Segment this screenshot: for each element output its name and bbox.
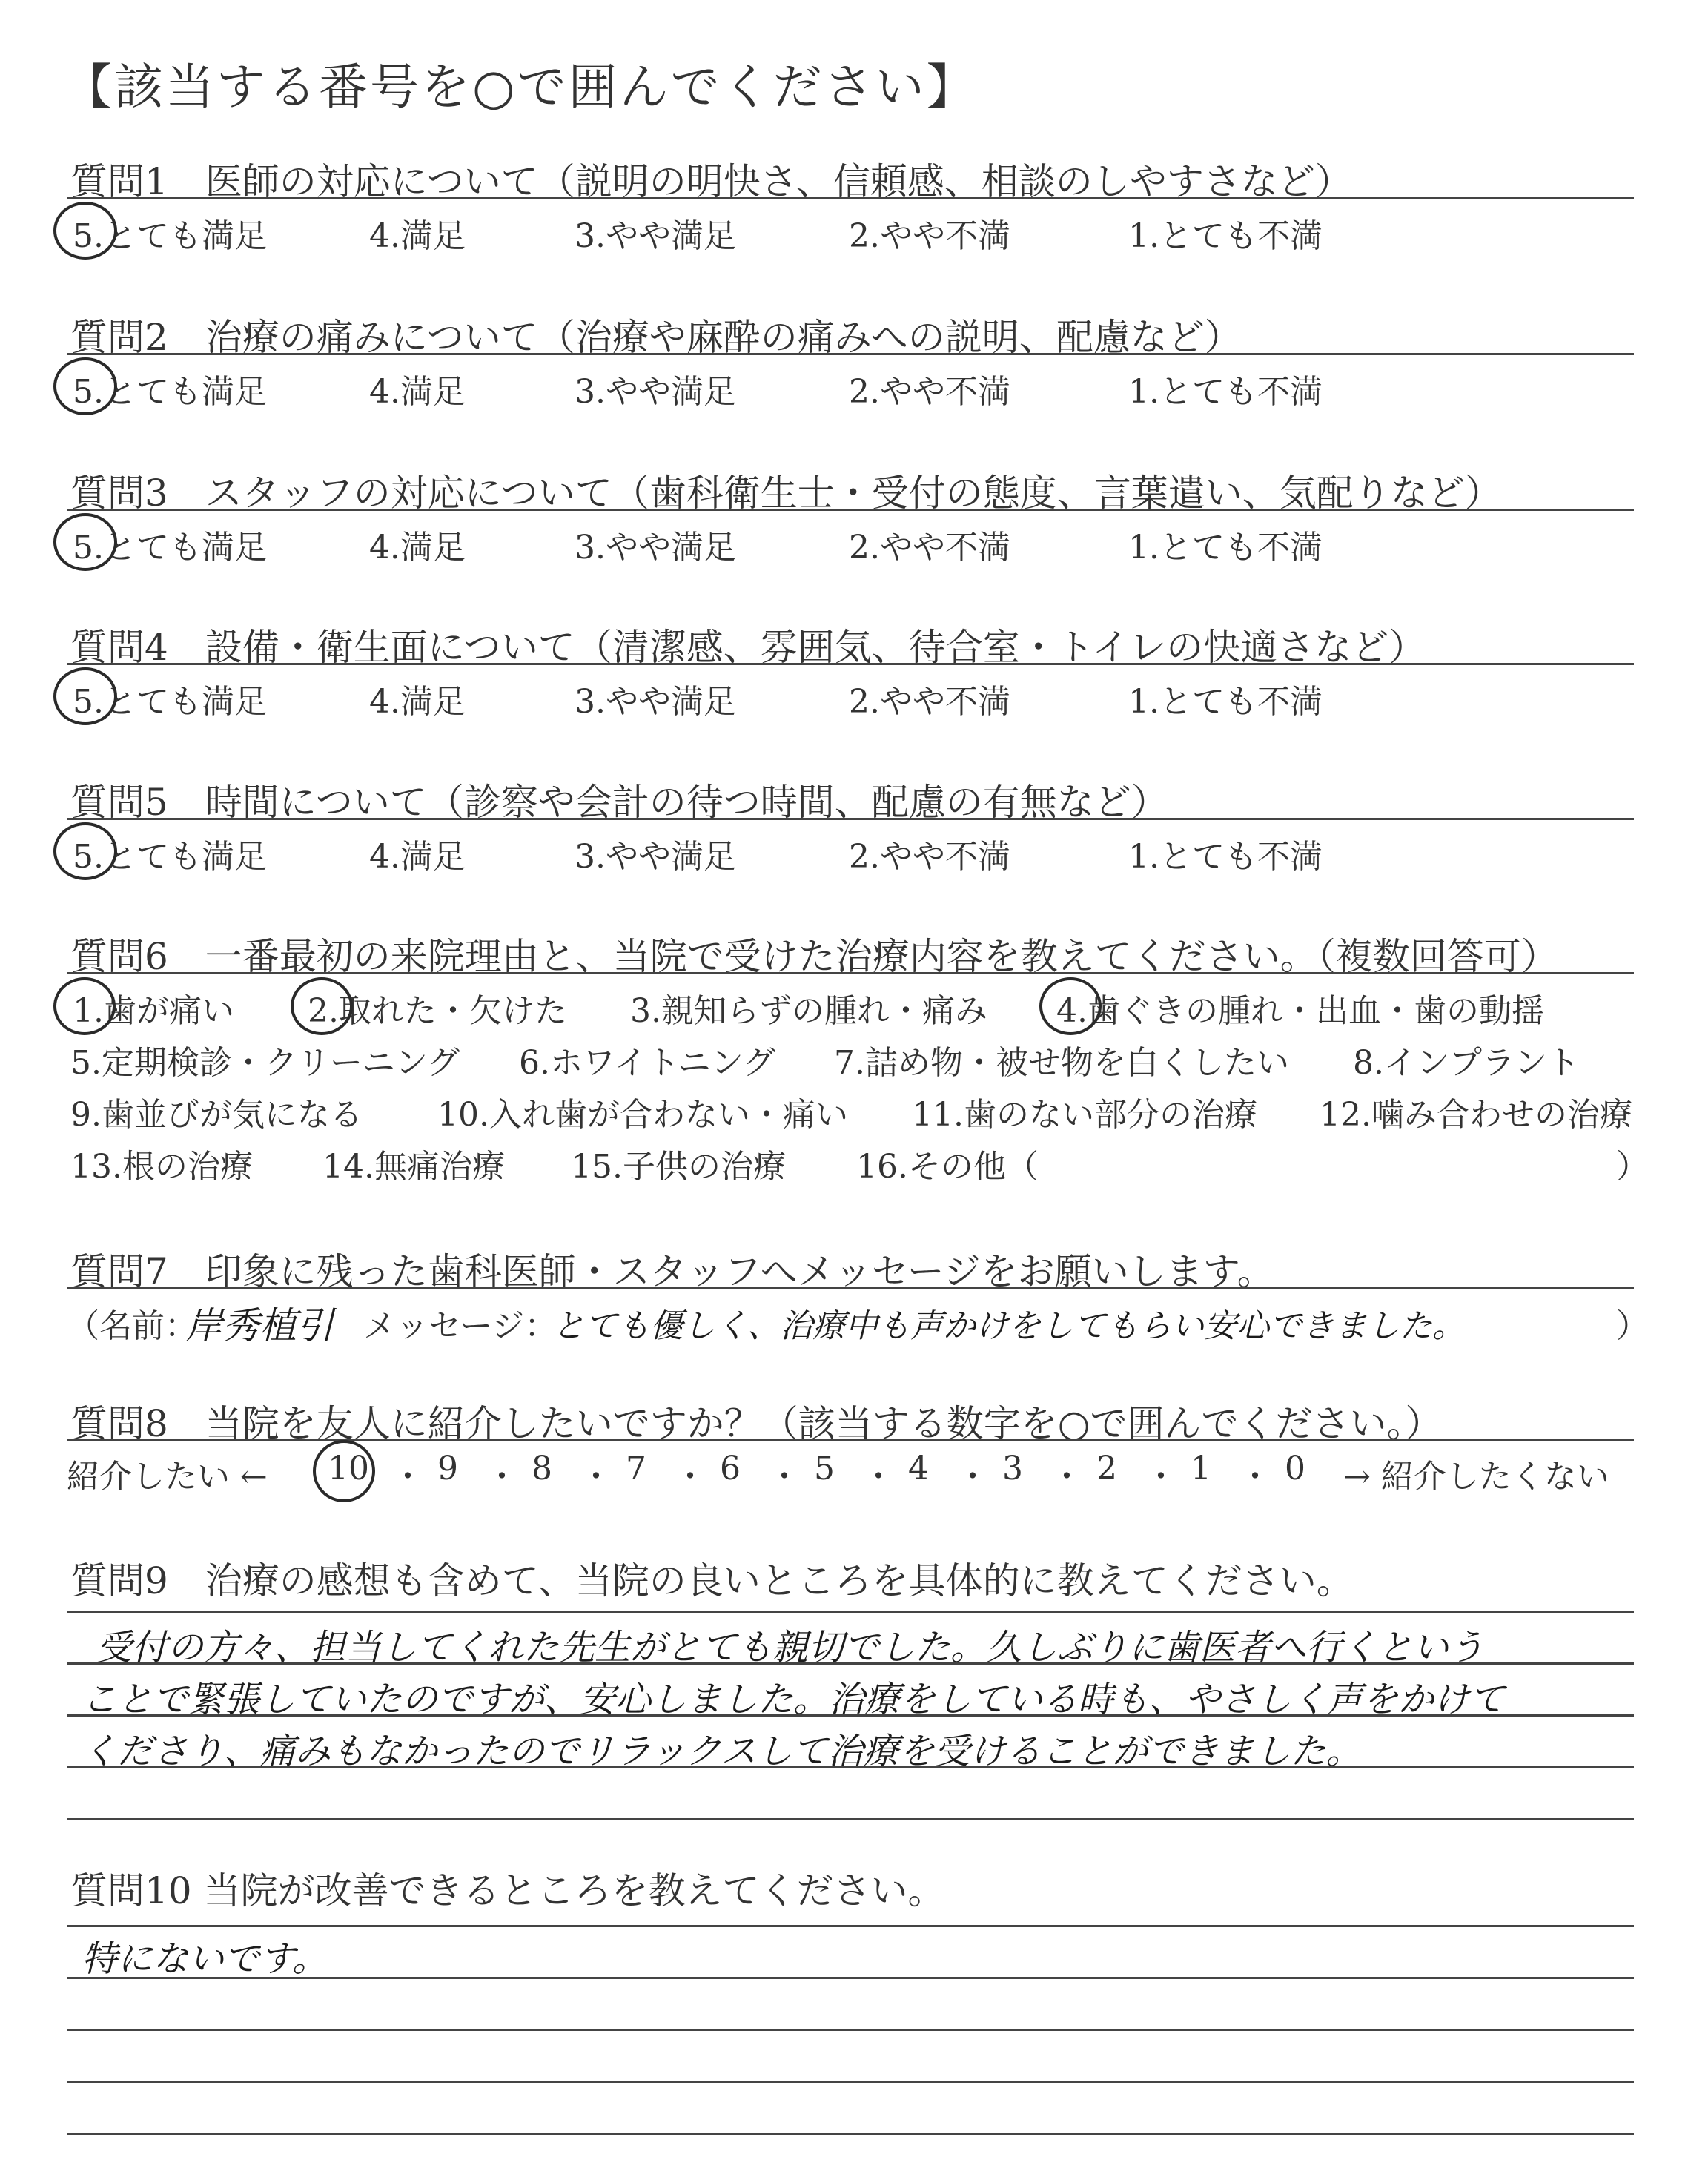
- answer-line: [67, 2081, 1634, 2083]
- option-2[interactable]: 2.やや不満: [849, 529, 1010, 567]
- question-title: 質問4 設備・衛生面について（清潔感、雰囲気、待合室・トイレの快適さなど）: [70, 626, 1426, 669]
- answer-line: [67, 2029, 1634, 2031]
- reason-option-10[interactable]: 10.入れ歯が合わない・痛い: [437, 1096, 848, 1134]
- option-3[interactable]: 3.やや満足: [575, 529, 736, 567]
- reason-option-15[interactable]: 15.子供の治療: [571, 1148, 786, 1186]
- other-close-paren: ）: [1616, 1148, 1649, 1186]
- answer-text-line[interactable]: くださり、痛みもなかったのでリラックスして治療を受けることができました。: [82, 1731, 1362, 1772]
- name-label: （名前：: [67, 1307, 197, 1345]
- message-label: メッセージ：: [363, 1307, 557, 1345]
- scale-6[interactable]: 6: [720, 1450, 741, 1487]
- divider: [67, 818, 1634, 820]
- question-title: 質問3 スタッフの対応について（歯科衛生士・受付の態度、言葉遣い、気配りなど）: [70, 472, 1502, 515]
- scale-9[interactable]: 9: [437, 1450, 458, 1487]
- question-title: 質問7 印象に残った歯科医師・スタッフへメッセージをお願いします。: [70, 1250, 1274, 1293]
- answer-line: [67, 1611, 1634, 1613]
- option-3[interactable]: 3.やや満足: [575, 373, 736, 411]
- scale-separator: ・: [391, 1458, 424, 1496]
- answer-text-line[interactable]: 特にないです。: [82, 1938, 328, 1980]
- message-value[interactable]: とても優しく、治療中も声かけをしてもらい安心できました。: [552, 1307, 1466, 1345]
- reason-option-12[interactable]: 12.噛み合わせの治療: [1320, 1096, 1632, 1134]
- option-2[interactable]: 2.やや不満: [849, 217, 1010, 255]
- message-close-paren: ）: [1616, 1307, 1649, 1345]
- option-4[interactable]: 4.満足: [369, 373, 466, 411]
- answer-line: [67, 1925, 1634, 1927]
- reason-option-8[interactable]: 8.インプラント: [1353, 1044, 1580, 1082]
- option-2[interactable]: 2.やや不満: [849, 683, 1010, 721]
- scale-separator: ・: [1239, 1458, 1271, 1496]
- divider: [67, 1287, 1634, 1289]
- question-title: 質問5 時間について（診察や会計の待つ時間、配慮の有無など）: [70, 781, 1168, 824]
- option-5[interactable]: 5.とても満足: [73, 529, 267, 567]
- name-value[interactable]: 岸秀植引: [185, 1304, 334, 1347]
- reason-option-7[interactable]: 7.詰め物・被せ物を白くしたい: [834, 1044, 1289, 1082]
- scale-separator: ・: [486, 1458, 518, 1496]
- option-5[interactable]: 5.とても満足: [73, 838, 267, 876]
- answer-text-line[interactable]: ことで緊張していたのですが、安心しました。治療をしている時も、やさしく声をかけて: [82, 1679, 1506, 1720]
- reason-option-6[interactable]: 6.ホワイトニング: [519, 1044, 776, 1082]
- option-3[interactable]: 3.やや満足: [575, 683, 736, 721]
- option-5[interactable]: 5.とても満足: [73, 373, 267, 411]
- option-1[interactable]: 1.とても不満: [1128, 529, 1323, 567]
- question-title: 質問9 治療の感想も含めて、当院の良いところを具体的に教えてください。: [70, 1559, 1354, 1602]
- option-4[interactable]: 4.満足: [369, 529, 466, 567]
- scale-8[interactable]: 8: [532, 1450, 552, 1487]
- option-2[interactable]: 2.やや不満: [849, 373, 1010, 411]
- scale-separator: ・: [580, 1458, 612, 1496]
- scale-separator: ・: [674, 1458, 706, 1496]
- reason-option-9[interactable]: 9.歯並びが気になる: [70, 1096, 363, 1134]
- recommend-left-label: 紹介したい ←: [67, 1458, 268, 1496]
- answer-line: [67, 1818, 1634, 1820]
- recommend-right-label: → 紹介したくない: [1343, 1458, 1609, 1496]
- divider: [67, 972, 1634, 974]
- question-title: 質問6 一番最初の来院理由と、当院で受けた治療内容を教えてください。（複数回答可）: [70, 935, 1558, 978]
- scale-separator: ・: [956, 1458, 989, 1496]
- scale-separator: ・: [1050, 1458, 1083, 1496]
- reason-option-3[interactable]: 3.親知らずの腫れ・痛み: [630, 992, 987, 1030]
- scale-separator: ・: [1145, 1458, 1177, 1496]
- reason-option-13[interactable]: 13.根の治療: [70, 1148, 253, 1186]
- option-1[interactable]: 1.とても不満: [1128, 838, 1323, 876]
- option-1[interactable]: 1.とても不満: [1128, 683, 1323, 721]
- reason-option-16[interactable]: 16.その他（: [856, 1148, 1039, 1186]
- question-title: 質問8 当院を友人に紹介したいですか？（該当する数字を○で囲んでください。）: [70, 1402, 1443, 1445]
- divider: [67, 1439, 1634, 1441]
- reason-option-14[interactable]: 14.無痛治療: [322, 1148, 505, 1186]
- scale-10[interactable]: 10: [328, 1450, 369, 1487]
- scale-separator: ・: [768, 1458, 801, 1496]
- option-5[interactable]: 5.とても満足: [73, 217, 267, 255]
- option-1[interactable]: 1.とても不満: [1128, 217, 1323, 255]
- scale-separator: ・: [862, 1458, 895, 1496]
- option-4[interactable]: 4.満足: [369, 683, 466, 721]
- option-1[interactable]: 1.とても不満: [1128, 373, 1323, 411]
- question-title: 質問10 当院が改善できるところを教えてください。: [70, 1869, 945, 1912]
- option-5[interactable]: 5.とても満足: [73, 683, 267, 721]
- scale-1[interactable]: 1: [1191, 1450, 1211, 1487]
- scale-4[interactable]: 4: [908, 1450, 929, 1487]
- reason-option-2[interactable]: 2.取れた・欠けた: [308, 992, 567, 1030]
- scale-0[interactable]: 0: [1285, 1450, 1305, 1487]
- reason-option-11[interactable]: 11.歯のない部分の治療: [912, 1096, 1257, 1134]
- divider: [67, 509, 1634, 511]
- scale-2[interactable]: 2: [1096, 1450, 1117, 1487]
- divider: [67, 197, 1634, 199]
- question-title: 質問2 治療の痛みについて（治療や麻酔の痛みへの説明、配慮など）: [70, 316, 1242, 359]
- option-3[interactable]: 3.やや満足: [575, 838, 736, 876]
- divider: [67, 663, 1634, 665]
- reason-option-5[interactable]: 5.定期検診・クリーニング: [70, 1044, 460, 1082]
- question-title: 質問1 医師の対応について（説明の明快さ、信頼感、相談のしやすさなど）: [70, 160, 1352, 203]
- option-4[interactable]: 4.満足: [369, 217, 466, 255]
- scale-5[interactable]: 5: [814, 1450, 835, 1487]
- scale-7[interactable]: 7: [626, 1450, 646, 1487]
- answer-line: [67, 2133, 1634, 2135]
- option-3[interactable]: 3.やや満足: [575, 217, 736, 255]
- divider: [67, 353, 1634, 355]
- reason-option-1[interactable]: 1.歯が痛い: [73, 992, 234, 1030]
- option-4[interactable]: 4.満足: [369, 838, 466, 876]
- scale-3[interactable]: 3: [1002, 1450, 1023, 1487]
- reason-option-4[interactable]: 4.歯ぐきの腫れ・出血・歯の動揺: [1056, 992, 1544, 1030]
- page-title: 【該当する番号を○で囲んでください】: [63, 59, 978, 116]
- option-2[interactable]: 2.やや不満: [849, 838, 1010, 876]
- answer-text-line[interactable]: 受付の方々、担当してくれた先生がとても親切でした。久しぶりに歯医者へ行くという: [96, 1627, 1485, 1668]
